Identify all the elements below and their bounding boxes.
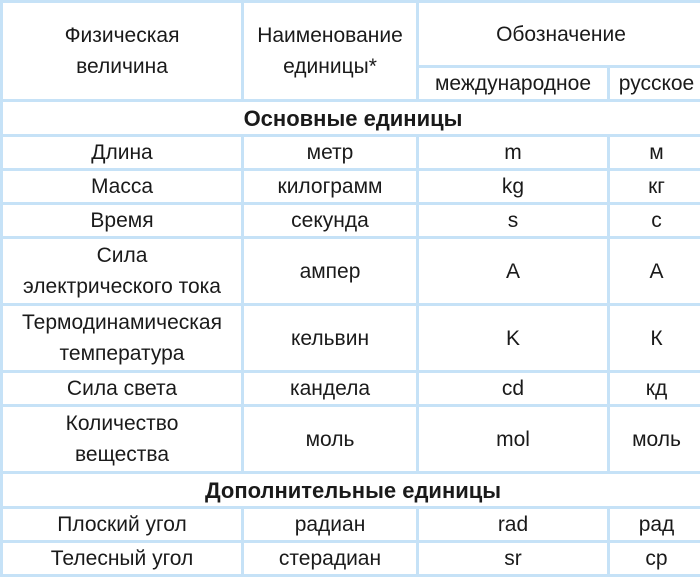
section-basic-units: Основные единицы bbox=[3, 102, 700, 134]
quantity-cell: Телесный угол bbox=[3, 543, 241, 574]
unit-name-cell: секунда bbox=[244, 205, 416, 236]
russian-symbol-cell: рад bbox=[610, 509, 700, 540]
table-row bbox=[3, 171, 700, 202]
table-row bbox=[3, 239, 700, 303]
unit-name-cell: ампер bbox=[244, 239, 416, 303]
russian-symbol-cell: ср bbox=[610, 543, 700, 574]
unit-name-cell: кельвин bbox=[244, 306, 416, 370]
header-designation: Обозначение bbox=[419, 3, 700, 65]
quantity-cell: Плоский угол bbox=[3, 509, 241, 540]
table-row bbox=[3, 407, 700, 471]
russian-symbol-cell: кд bbox=[610, 373, 700, 404]
table-row bbox=[3, 306, 700, 370]
unit-name-cell: радиан bbox=[244, 509, 416, 540]
header-russian: русское bbox=[610, 68, 700, 99]
international-symbol-cell: kg bbox=[419, 171, 607, 202]
table-row bbox=[3, 137, 700, 168]
header-international: международное bbox=[419, 68, 607, 99]
section-row bbox=[3, 102, 700, 134]
international-symbol-cell: rad bbox=[419, 509, 607, 540]
unit-name-cell: метр bbox=[244, 137, 416, 168]
international-symbol-cell: K bbox=[419, 306, 607, 370]
international-symbol-cell: sr bbox=[419, 543, 607, 574]
quantity-cell: Масса bbox=[3, 171, 241, 202]
international-symbol-cell: cd bbox=[419, 373, 607, 404]
unit-name-cell: стерадиан bbox=[244, 543, 416, 574]
section-row bbox=[3, 474, 700, 506]
header-unit-name: Наименование единицы* bbox=[244, 3, 416, 99]
quantity-cell: Термодинамическая температура bbox=[3, 306, 241, 370]
unit-name-cell: моль bbox=[244, 407, 416, 471]
table-row bbox=[3, 509, 700, 540]
international-symbol-cell: m bbox=[419, 137, 607, 168]
international-symbol-cell: A bbox=[419, 239, 607, 303]
header-row bbox=[3, 3, 700, 65]
quantity-cell: Количество вещества bbox=[3, 407, 241, 471]
unit-name-cell: кандела bbox=[244, 373, 416, 404]
russian-symbol-cell: м bbox=[610, 137, 700, 168]
table-row bbox=[3, 205, 700, 236]
quantity-cell: Длина bbox=[3, 137, 241, 168]
table-row bbox=[3, 543, 700, 574]
section-supplementary-units: Дополнительные единицы bbox=[3, 474, 700, 506]
quantity-cell: Сила света bbox=[3, 373, 241, 404]
international-symbol-cell: s bbox=[419, 205, 607, 236]
russian-symbol-cell: моль bbox=[610, 407, 700, 471]
russian-symbol-cell: с bbox=[610, 205, 700, 236]
quantity-cell: Время bbox=[3, 205, 241, 236]
header-quantity: Физическая величина bbox=[3, 3, 241, 99]
russian-symbol-cell: кг bbox=[610, 171, 700, 202]
international-symbol-cell: mol bbox=[419, 407, 607, 471]
quantity-cell: Сила электрического тока bbox=[3, 239, 241, 303]
russian-symbol-cell: К bbox=[610, 306, 700, 370]
russian-symbol-cell: А bbox=[610, 239, 700, 303]
table-row bbox=[3, 373, 700, 404]
unit-name-cell: килограмм bbox=[244, 171, 416, 202]
basic-units-body bbox=[3, 137, 700, 471]
